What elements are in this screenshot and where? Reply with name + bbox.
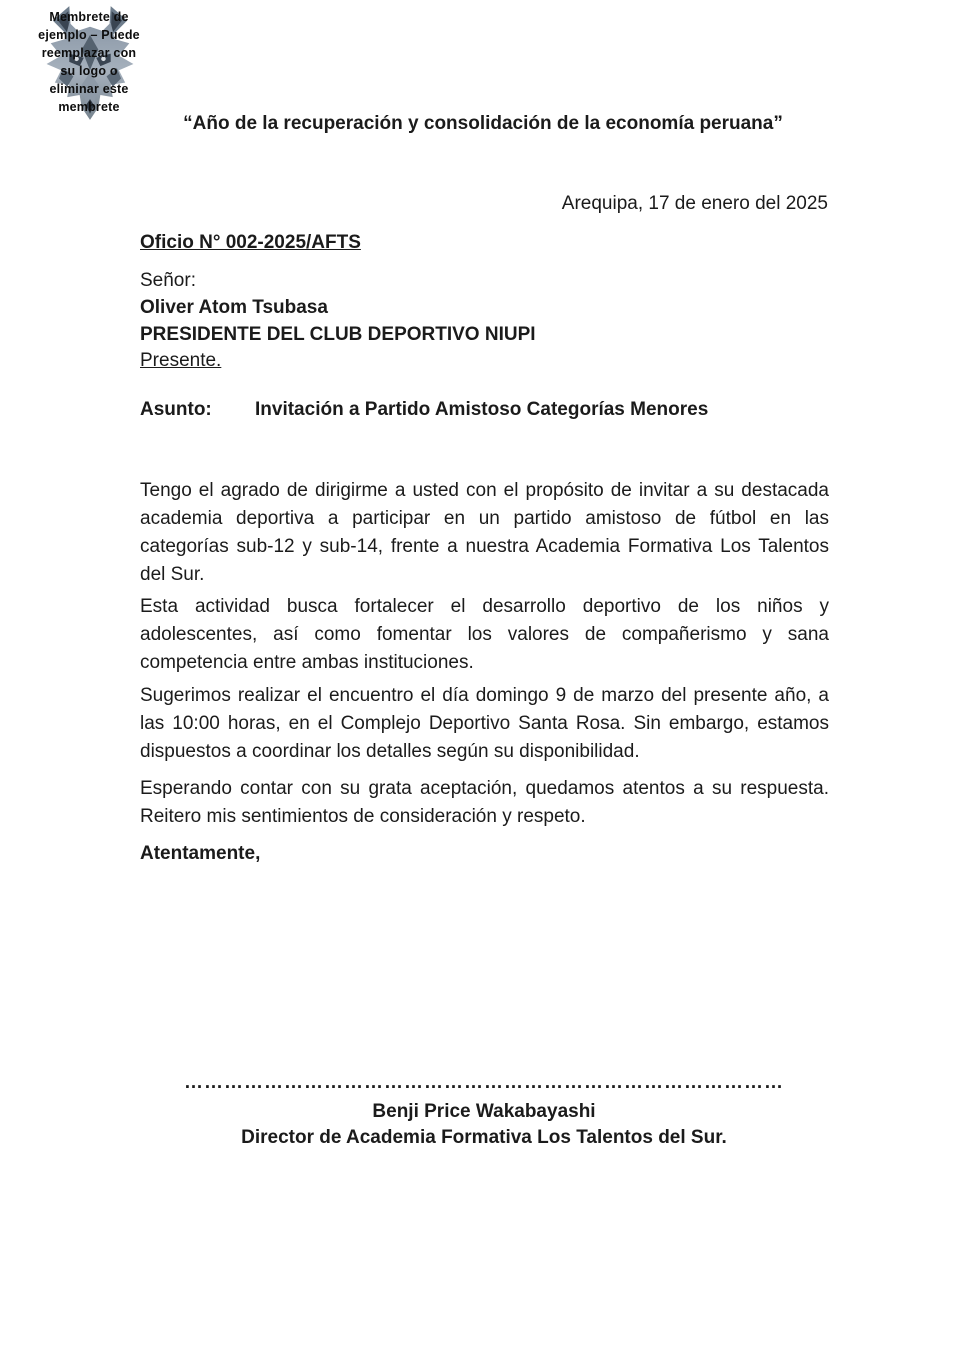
body-paragraph-2: Esta actividad busca fortalecer el desarrollo deportivo de los niños y adolescentes, así como fomentar los valores de compañerismo y sana competencia entre ambas instituciones. <box>140 596 829 673</box>
closing-atentamente: Atentamente, <box>140 843 261 864</box>
year-motto: “Año de la recuperación y consolidación de la economía peruana” <box>183 113 783 134</box>
body-paragraph-3: Sugerimos realizar el encuentro el día domingo 9 de marzo del presente año, a las 10:00 horas, en el Complejo Deportivo Santa Rosa. Sin embargo, estamos dispuestos a coordinar los detalles según su disponibilidad. <box>140 685 829 762</box>
signature-name: Benji Price Wakabayashi <box>372 1101 596 1122</box>
presente-line: Presente. <box>140 350 222 371</box>
body-paragraph-4: Esperando contar con su grata aceptación, quedamos atentos a su respuesta. Reitero mis sentimientos de consideración y respeto. <box>140 778 829 827</box>
signature-dotted-line: ……………………………………………………………………………… <box>184 1072 784 1093</box>
subject-line <box>140 399 708 421</box>
recipient-title: PRESIDENTE DEL CLUB DEPORTIVO NIUPI <box>140 324 536 345</box>
letterhead-placeholder-text <box>20 8 158 116</box>
body-paragraph-1: Tengo el agrado de dirigirme a usted con el propósito de invitar a su destacada academia deportiva a participar en un partido amistoso de fútbol en las categorías sub-12 y sub-14, frente a nuestra Academia Formativa Los Talentos del Sur. <box>140 480 829 585</box>
subject-label: Asunto: <box>140 399 212 420</box>
placeholder-line-2: ejemplo – Puede <box>38 28 140 42</box>
place-date: Arequipa, 17 de enero del 2025 <box>561 193 828 214</box>
recipient-name: Oliver Atom Tsubasa <box>140 297 328 318</box>
placeholder-line-4: su logo o <box>60 64 118 78</box>
salutation: Señor: <box>140 270 196 291</box>
placeholder-line-5: eliminar este <box>49 82 129 96</box>
oficio-number: Oficio N° 002-2025/AFTS <box>140 232 361 253</box>
placeholder-line-3: reemplazar con <box>41 46 137 60</box>
signature-title: Director de Academia Formativa Los Talentos del Sur. <box>241 1127 727 1148</box>
placeholder-line-1: Membrete de <box>49 10 129 24</box>
letterhead-logo <box>24 2 154 126</box>
placeholder-line-6: membrete <box>58 100 120 114</box>
subject-text: Invitación a Partido Amistoso Categorías Menores <box>255 399 709 420</box>
